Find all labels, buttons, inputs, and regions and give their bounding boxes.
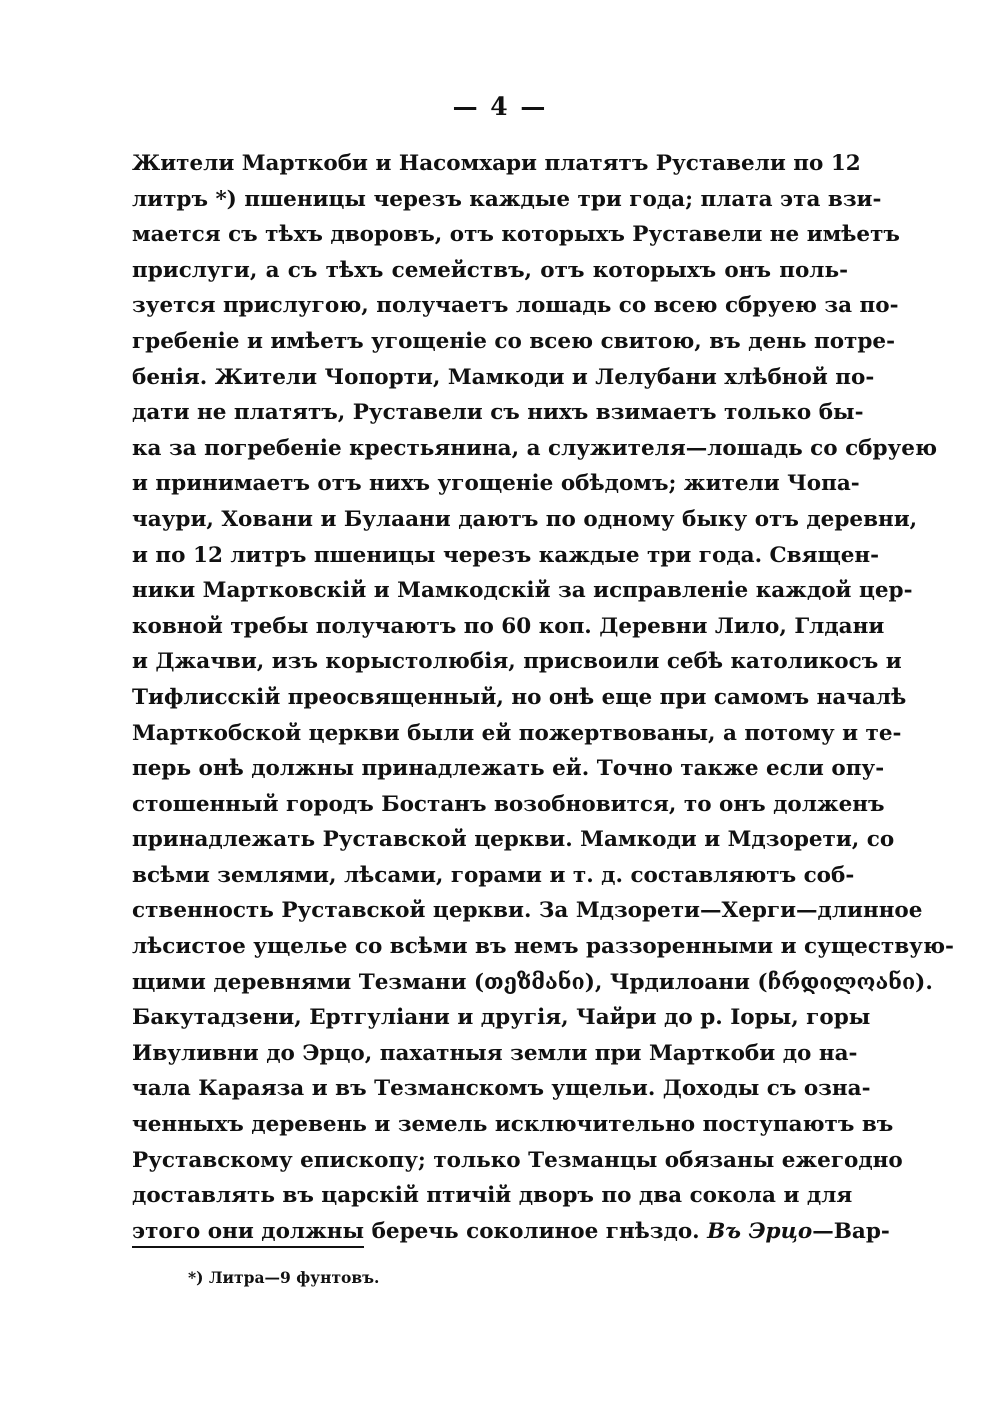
italic-place-name: Въ Эрцо <box>707 1218 813 1244</box>
footnote-divider <box>132 1246 364 1248</box>
text-line: Руставскому епископу; только Тезманцы обязаны ежегодно <box>132 1147 903 1173</box>
text-line: Жители Марткоби и Насомхари платятъ Руставели по 12 <box>132 151 861 176</box>
last-line-end: —Вар- <box>812 1218 890 1244</box>
text-line: ственность Руставской церкви. За Мдзорети—Херги—длинное <box>132 898 923 924</box>
footnote: *) Литра—9 фунтовъ. <box>188 1268 380 1287</box>
text-line: и Джачви, изъ корыстолюбія, присвоили себѣ католикосъ и <box>132 649 902 675</box>
text-line: ка за погребеніе крестьянина, а служителя—лошадь со сбруею <box>132 435 938 461</box>
text-line: литръ *) пшеницы черезъ каждые три года; плата эта взи- <box>132 186 882 212</box>
text-line: стошенный городъ Бостанъ возобновится, то онъ долженъ <box>132 791 885 817</box>
body-text <box>132 146 954 1249</box>
last-line-start: этого они должны беречь соколиное гнѣздо. <box>132 1218 700 1244</box>
text-line: гребеніе и имѣетъ угощеніе со всею свитою, въ день потре- <box>132 328 895 354</box>
text-line: и по 12 литръ пшеницы черезъ каждые три года. Священ- <box>132 542 880 568</box>
text-line: ники Мартковскій и Мамкодскій за исправленіе каждой цер- <box>132 578 913 604</box>
text-line: чаури, Ховани и Булаани даютъ по одному быку отъ деревни, <box>132 506 918 532</box>
page-number: — 4 — <box>452 92 548 121</box>
text-line: мается съ тѣхъ дворовъ, отъ которыхъ Руставели не имѣетъ <box>132 222 900 248</box>
text-line: перь онѣ должны принадлежать ей. Точно также если опу- <box>132 756 885 782</box>
text-line: лѣсистое ущелье со всѣми въ немъ раззоренными и существую- <box>132 934 954 960</box>
text-line: ковной требы получаютъ по 60 коп. Деревни Лило, Глдани <box>132 613 885 639</box>
text-line: чала Караяза и въ Тезманскомъ ущельи. Доходы съ озна- <box>132 1076 871 1102</box>
text-line: зуется прислугою, получаетъ лошадь со всею сбруею за по- <box>132 293 899 319</box>
text-line: Тифлисскій преосвященный, но онѣ еще при самомъ началѣ <box>132 684 907 710</box>
text-line: всѣми землями, лѣсами, горами и т. д. составляютъ соб- <box>132 862 855 888</box>
text-line: бенія. Жители Чопорти, Мамкоди и Лелубани хлѣбной по- <box>132 364 875 390</box>
text-line: доставлять въ царскій птичій дворъ по два сокола и для <box>132 1183 853 1209</box>
text-line: Марткобской церкви были ей пожертвованы, а потому и те- <box>132 720 902 746</box>
text-line: Ивуливни до Эрцо, пахатныя земли при Марткоби до на- <box>132 1040 858 1066</box>
text-line: принадлежать Руставской церкви. Мамкоди и Мдзорети, со <box>132 827 895 853</box>
text-line: дати не платятъ, Руставели съ нихъ взимаетъ только бы- <box>132 400 864 426</box>
text-line: ченныхъ деревень и земель исключительно поступаютъ въ <box>132 1112 894 1138</box>
text-line: прислуги, а съ тѣхъ семействъ, отъ которыхъ онъ поль- <box>132 257 848 283</box>
text-line: щими деревнями Тезмани (თეზმანი), Чрдилоани (ჩრდილოანი). <box>132 969 933 995</box>
text-line: Бакутадзени, Ертгуліани и другія, Чайри до р. Іоры, горы <box>132 1005 871 1031</box>
text-line: и принимаетъ отъ нихъ угощеніе обѣдомъ; жители Чопа- <box>132 471 860 497</box>
text-line-last <box>132 1214 890 1250</box>
